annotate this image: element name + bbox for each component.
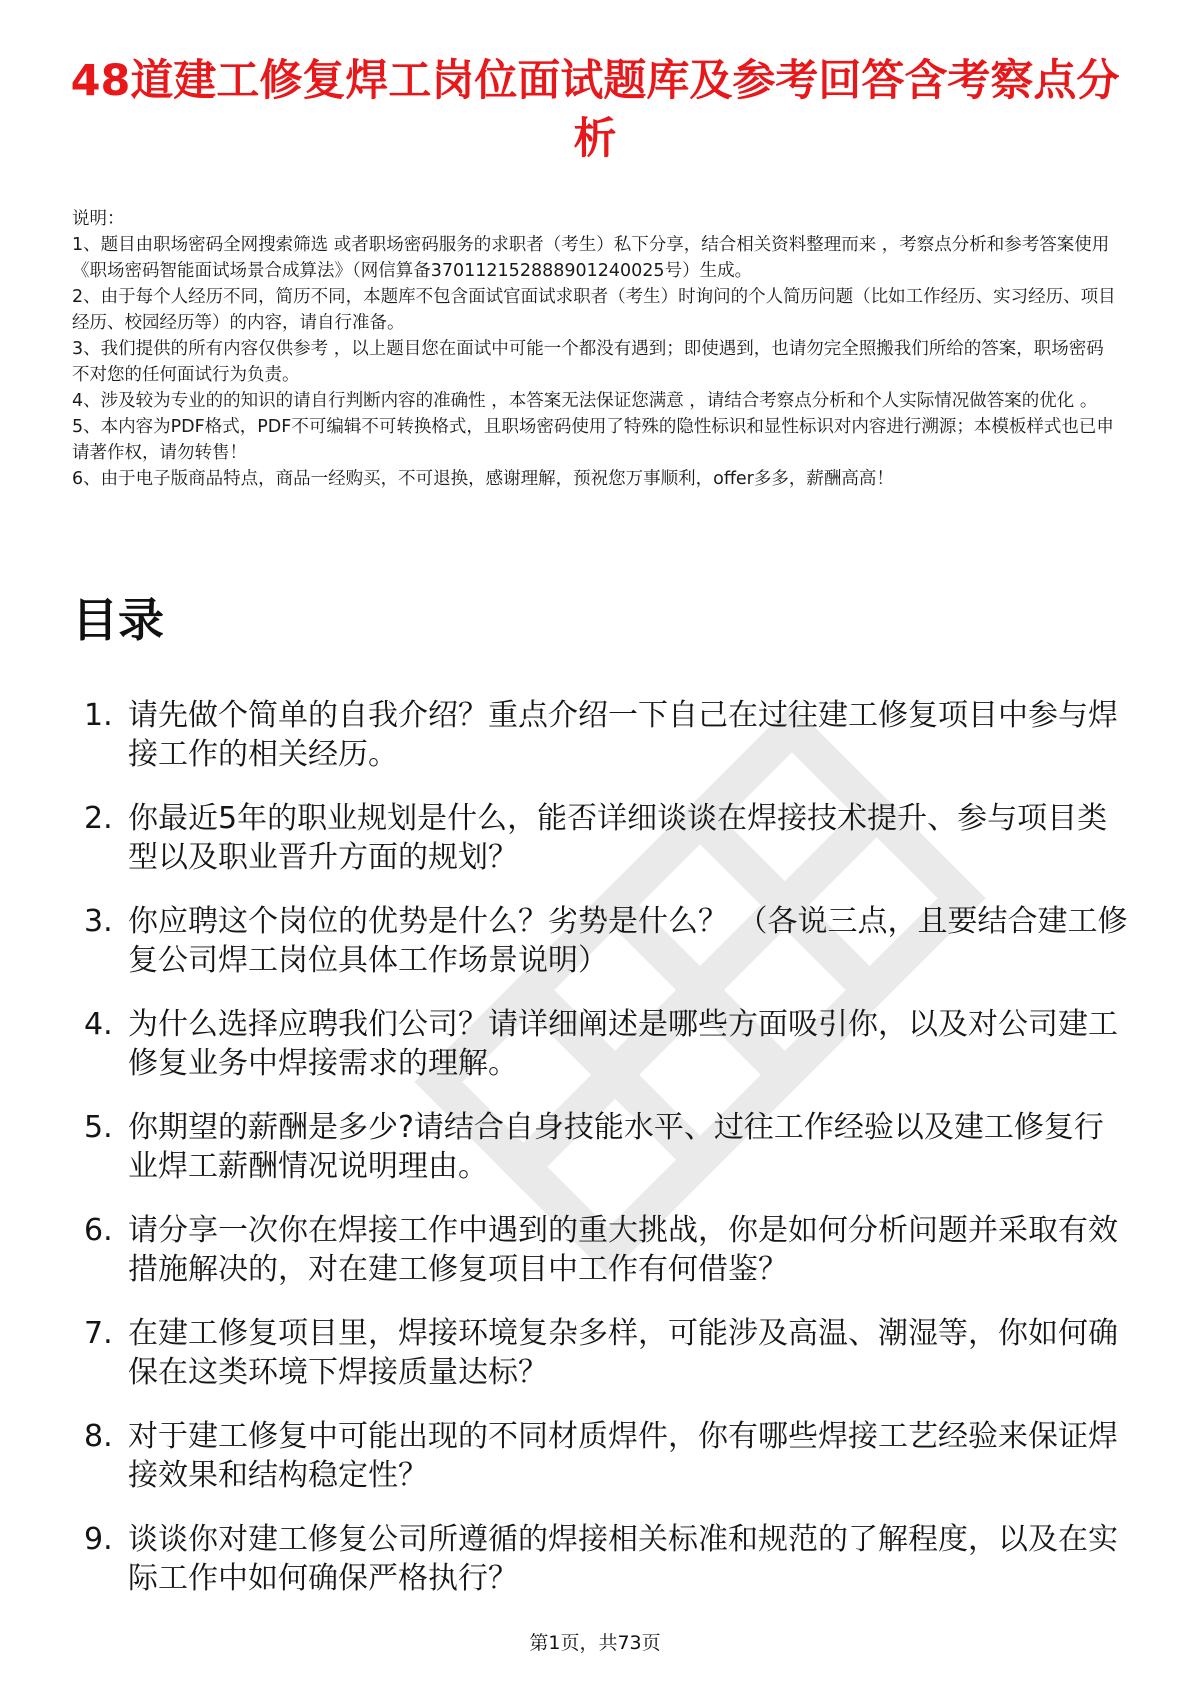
toc-item[interactable]: [72, 799, 1132, 902]
note-item: 3、我们提供的所有内容仅供参考 ，以上题目您在面试中可能一个都没有遇到；即使遇到，也请勿完全照搬我们所给的答案，职场密码不对您的任何面试行为负责。: [72, 339, 1104, 385]
toc-item-number: 4.: [84, 1007, 113, 1042]
toc-item-number: 9.: [84, 1522, 113, 1557]
toc-item[interactable]: [72, 1211, 1132, 1314]
toc-item-number: 2.: [84, 801, 113, 836]
toc-item-number: 5.: [84, 1110, 113, 1145]
disclaimer-notes: [72, 206, 1120, 492]
toc-item-number: 1.: [84, 698, 113, 733]
toc-item-text: 你期望的薪酬是多少?请结合自身技能水平、过往工作经验以及建工修复行业焊工薪酬情况说明理由。: [128, 1110, 1104, 1184]
toc-item-number: 8.: [84, 1419, 113, 1454]
toc-item-text: 谈谈你对建工修复公司所遵循的焊接相关标准和规范的了解程度，以及在实际工作中如何确保严格执行？: [128, 1522, 1118, 1596]
toc-item-text: 在建工修复项目里，焊接环境复杂多样，可能涉及高温、潮湿等，你如何确保在这类环境下焊接质量达标？: [128, 1316, 1118, 1390]
toc-item-number: 3.: [84, 904, 113, 939]
toc-item-text: 请分享一次你在焊接工作中遇到的重大挑战，你是如何分析问题并采取有效措施解决的，对在建工修复项目中工作有何借鉴？: [128, 1213, 1118, 1287]
toc-item-text: 你最近5年的职业规划是什么，能否详细谈谈在焊接技术提升、参与项目类型以及职业晋升方面的规划？: [128, 801, 1108, 875]
toc-heading: 目录: [72, 593, 164, 647]
page-footer: 第1页，共73页: [529, 1632, 661, 1654]
toc-list: [72, 696, 1132, 1623]
toc-item[interactable]: [72, 1417, 1132, 1520]
toc-item-number: 6.: [84, 1213, 113, 1248]
document-title: 48道建工修复焊工岗位面试题库及参考回答含考察点分析: [70, 56, 1120, 164]
toc-item-text: 请先做个简单的自我介绍？重点介绍一下自己在过往建工修复项目中参与焊接工作的相关经历。: [128, 698, 1118, 772]
note-item: 6、由于电子版商品特点，商品一经购买，不可退换，感谢理解，预祝您万事顺利，offer多多，薪酬高高！: [72, 469, 894, 489]
toc-item[interactable]: [72, 902, 1132, 1005]
notes-heading: 说明：: [72, 209, 125, 229]
note-item: 2、由于每个人经历不同，简历不同，本题库不包含面试官面试求职者（考生）时询问的个人简历问题（比如工作经历、实习经历、项目经历、校园经历等）的内容，请自行准备。: [72, 287, 1116, 333]
toc-item[interactable]: [72, 1520, 1132, 1623]
note-item: 4、涉及较为专业的的知识的请自行判断内容的准确性 ，本答案无法保证您满意 ，请结合考察点分析和个人实际情况做答案的优化 。: [72, 391, 1098, 411]
toc-item[interactable]: [72, 1314, 1132, 1417]
toc-item-text: 为什么选择应聘我们公司？请详细阐述是哪些方面吸引你，以及对公司建工修复业务中焊接需求的理解。: [128, 1007, 1118, 1081]
toc-item[interactable]: [72, 696, 1132, 799]
toc-item-number: 7.: [84, 1316, 113, 1351]
toc-item[interactable]: [72, 1005, 1132, 1108]
note-item: 1、题目由职场密码全网搜索筛选 或者职场密码服务的求职者（考生）私下分享，结合相关资料整理而来 ，考察点分析和参考答案使用《职场密码智能面试场景合成算法》（网信算备370112152888901240025号）生成。: [72, 235, 1110, 281]
toc-item[interactable]: [72, 1108, 1132, 1211]
note-item: 5、本内容为PDF格式，PDF不可编辑不可转换格式，且职场密码使用了特殊的隐性标识和显性标识对内容进行溯源；本模板样式也已申请著作权，请勿转售！: [72, 417, 1114, 463]
toc-item-text: 你应聘这个岗位的优势是什么？劣势是什么？ （各说三点，且要结合建工修复公司焊工岗位具体工作场景说明）: [128, 904, 1128, 978]
toc-item-text: 对于建工修复中可能出现的不同材质焊件，你有哪些焊接工艺经验来保证焊接效果和结构稳定性？: [128, 1419, 1118, 1493]
